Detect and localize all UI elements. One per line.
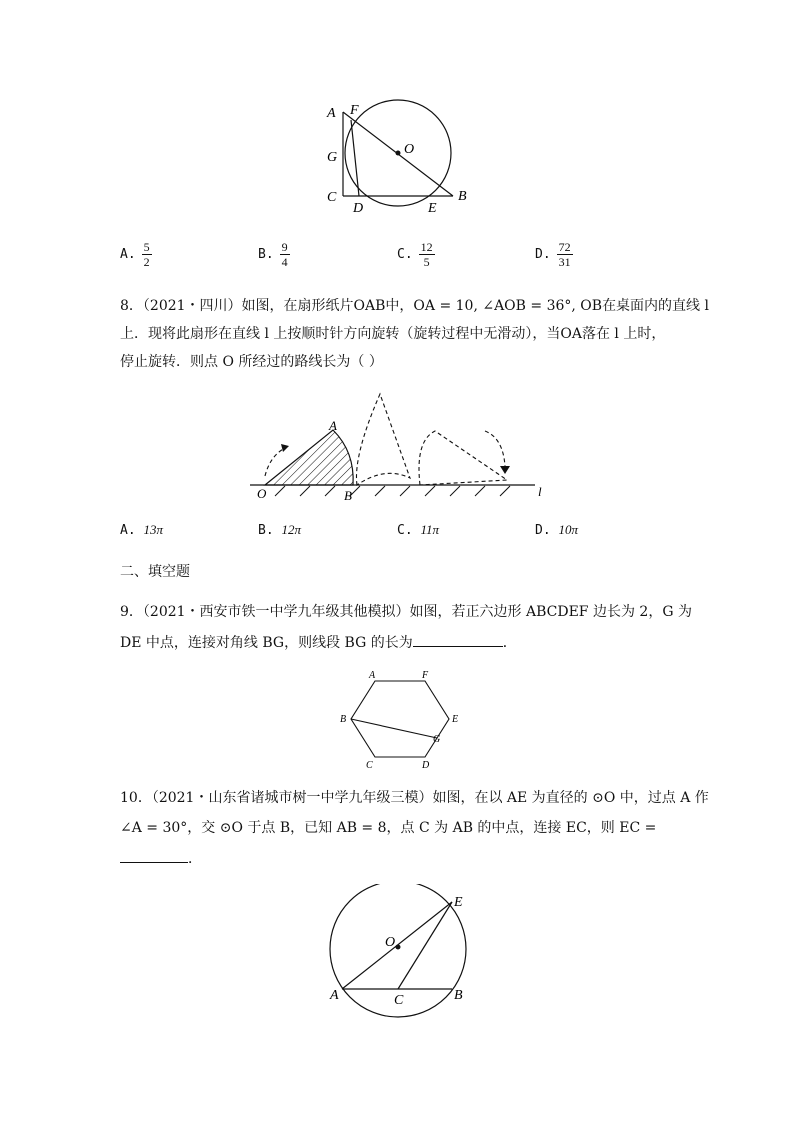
q7-option-d: D. $\frac{72}{31}$ [535,240,571,269]
q8-option-b: B. 12π [258,522,301,538]
label-C: C [327,190,337,205]
q8-label-O: O [257,486,267,501]
q7-option-c: C. $\frac{12}{5}$ [397,240,433,269]
q7-figure [320,96,480,216]
q9-label-A: A [369,670,376,681]
q8-label-B: B [344,488,352,503]
q10-label-E: E [454,895,463,910]
label-B: B [458,189,467,204]
label-A: A [327,106,336,121]
q7-option-a: A. $\frac{5}{2}$ [120,240,150,269]
q9-line-1: 9．（2021・西安市铁一中学九年级其他模拟）如图，若正六边形 ABCDEF 边长为 2，G 为 [120,604,692,620]
q10-line-2: ∠A = 30°，交 ⊙O 于点 B，已知 AB = 8，点 C 为 AB 的中点，连接 EC，则 EC = [120,820,657,836]
q7-option-b: B. $\frac{9}{4}$ [258,240,288,269]
q8-label-A: A [329,418,337,433]
q8-label-l: l [538,484,542,499]
q9-label-D: D [422,760,430,770]
q8-option-c: C. 11π [397,522,440,538]
q8-option-d: D. 10π [535,522,578,538]
label-O: O [404,142,415,157]
q8-figure [245,386,555,504]
q8-option-a: A. 13π [120,522,163,538]
label-F: F [350,103,359,118]
q8-line-1: 8．（2021・四川）如图，在扇形纸片OAB中，OA = 10, ∠AOB = 36°, OB在桌面内的直线 l [120,298,709,314]
q8-line-3: 停止旋转．则点 O 所经过的路线长为（ ） [120,354,383,370]
q10-figure [318,884,488,1024]
q9-line-2: DE 中点，连接对角线 BG，则线段 BG 的长为 ． [120,632,517,653]
q9-label-E: E [452,714,459,725]
label-D: D [353,201,364,216]
q10-line-1: 10．（2021・山东省诸城市树一中学九年级三模）如图，在以 AE 为直径的 ⊙O 中，过点 A 作 [120,790,709,806]
label-G: G [327,150,338,165]
q10-label-A: A [330,988,339,1003]
q9-label-C: C [366,760,373,770]
q10-label-O: O [385,935,396,950]
section-title: 二、填空题 [120,564,190,580]
q9-label-G: G [433,734,441,745]
q10-label-C: C [394,993,404,1008]
q10-label-B: B [454,988,463,1003]
q10-answer-blank [120,848,188,863]
q9-label-B: B [340,714,347,725]
q10-line-3: ． [120,848,202,869]
label-E: E [428,201,437,216]
q9-answer-blank [413,632,503,647]
q8-line-2: 上．现将此扇形在直线 l 上按顺时针方向旋转（旋转过程中无滑动），当OA落在 l 上时， [120,326,666,342]
q9-label-F: F [422,670,429,681]
q9-figure [336,666,466,770]
